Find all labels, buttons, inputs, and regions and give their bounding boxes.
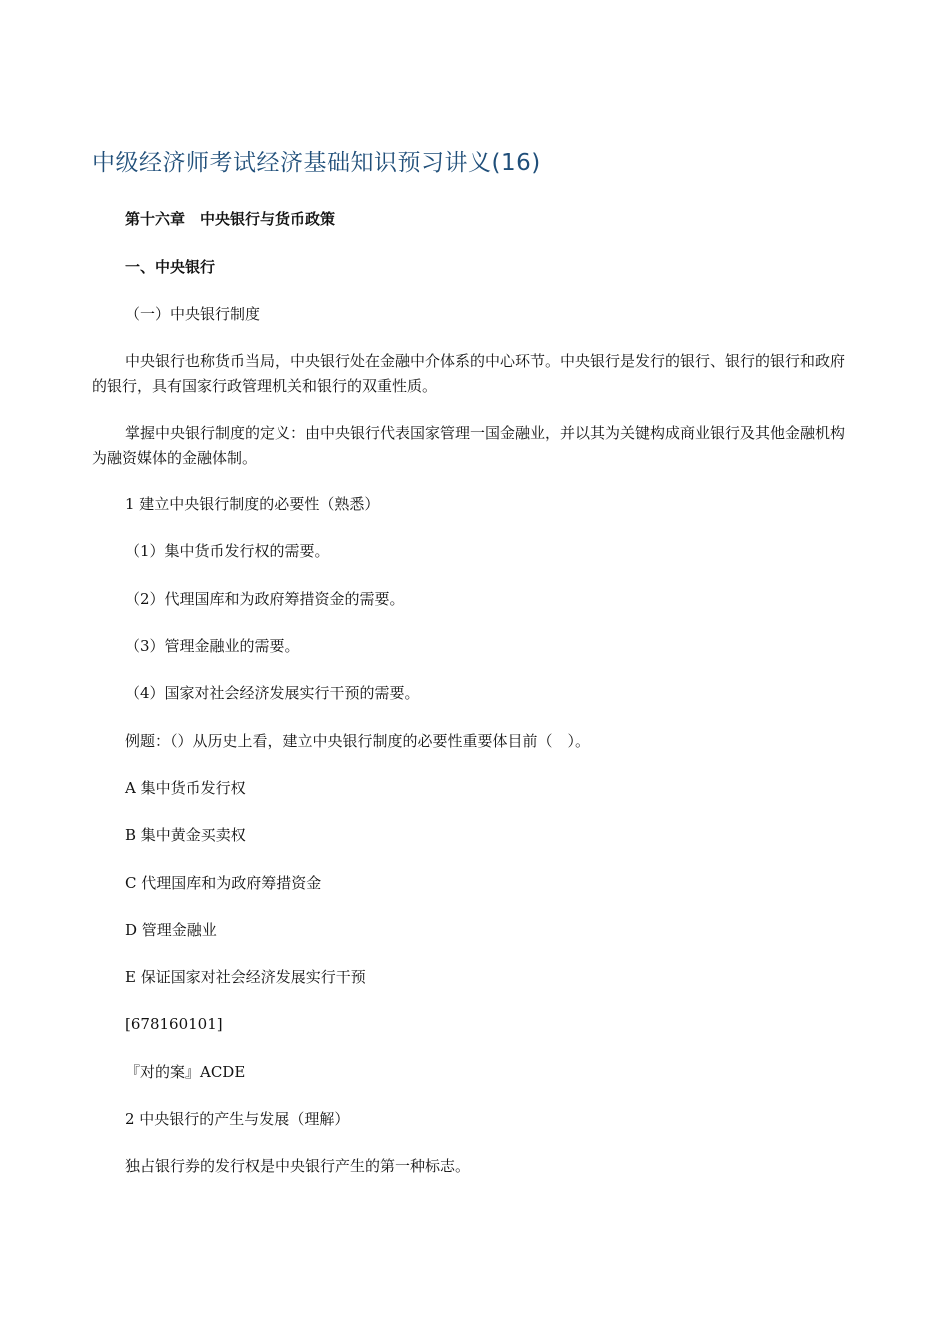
paragraph-central-bank-definition: 中央银行也称货币当局，中央银行处在金融中介体系的中心环节。中央银行是发行的银行、银行的银行和政府的银行，具有国家行政管理机关和银行的双重性质。 — [92, 352, 846, 395]
list-item-reason: （3）管理金融业的需要。 — [125, 637, 300, 655]
subsection-heading: （一）中央银行制度 — [125, 305, 261, 323]
item-heading-origin: 2 中央银行的产生与发展（理解） — [125, 1110, 350, 1128]
correct-answer: 『对的案』ACDE — [125, 1063, 246, 1081]
paragraph-origin: 独占银行券的发行权是中央银行产生的第一种标志。 — [125, 1157, 471, 1175]
answer-option: A 集中货币发行权 — [125, 779, 246, 797]
list-item-reason: （1）集中货币发行权的需要。 — [125, 542, 330, 560]
section-heading: 一、中央银行 — [125, 258, 216, 276]
answer-option: D 管理金融业 — [125, 921, 217, 939]
document-title: 中级经济师考试经济基础知识预习讲义(16) — [92, 150, 541, 176]
list-item-reason: （4）国家对社会经济发展实行干预的需要。 — [125, 684, 420, 702]
answer-option: C 代理国库和为政府筹措资金 — [125, 874, 322, 892]
item-heading-necessity: 1 建立中央银行制度的必要性（熟悉） — [125, 495, 380, 513]
answer-option: B 集中黄金买卖权 — [125, 826, 246, 844]
chapter-heading: 第十六章 中央银行与货币政策 — [125, 210, 336, 228]
answer-option: E 保证国家对社会经济发展实行干预 — [125, 968, 366, 986]
paragraph-central-bank-system: 掌握中央银行制度的定义：由中央银行代表国家管理一国金融业，并以其为关键构成商业银行及其他金融机构为融资媒体的金融体制。 — [92, 424, 846, 467]
question-code: [678160101] — [125, 1015, 223, 1033]
list-item-reason: （2）代理国库和为政府筹措资金的需要。 — [125, 590, 405, 608]
example-question: 例题：（）从历史上看，建立中央银行制度的必要性重要体目前（ ）。 — [125, 732, 591, 750]
